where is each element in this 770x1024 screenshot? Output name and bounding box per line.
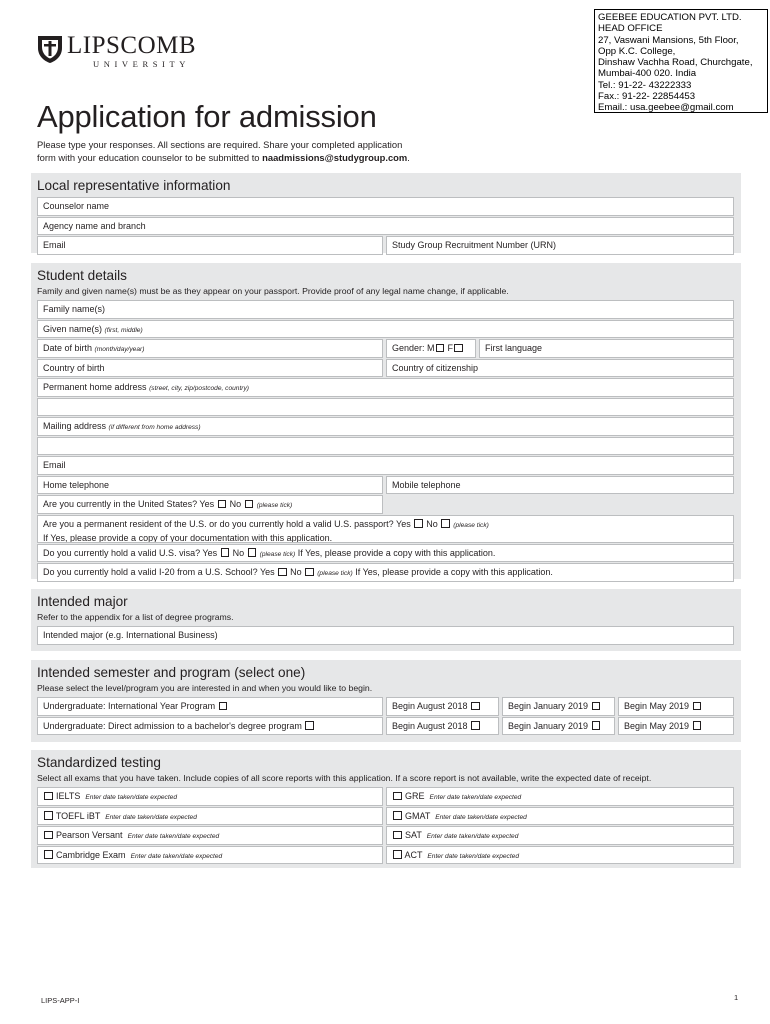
i20-no-checkbox[interactable] bbox=[305, 568, 314, 577]
exam-label: ACT bbox=[404, 849, 423, 860]
exam-gre bbox=[386, 787, 734, 806]
given-name-field[interactable] bbox=[37, 320, 734, 339]
intended-semester-section bbox=[31, 660, 741, 742]
section-note: Select all exams that you have taken. Include copies of all score reports with this application. If a score report is not available, write the expected date of receipt. bbox=[37, 773, 652, 783]
home-address-hint: (street, city, zip/postcode, country) bbox=[149, 385, 249, 392]
given-name-hint: (first, middle) bbox=[104, 326, 143, 334]
term-label: Begin August 2018 bbox=[392, 720, 468, 731]
intro-line-2-text: form with your education counselor to be submitted to bbox=[37, 151, 263, 163]
mailing-address-line-2[interactable] bbox=[37, 437, 734, 456]
office-line: GEEBEE EDUCATION PVT. LTD. bbox=[598, 12, 742, 23]
form-code: LIPS-APP-I bbox=[41, 996, 80, 1005]
mobile-telephone-field[interactable]: Mobile telephone bbox=[386, 476, 734, 495]
intro-text bbox=[37, 139, 457, 165]
country-of-birth-field[interactable]: Country of birth bbox=[37, 359, 383, 378]
visa-yes-checkbox[interactable] bbox=[221, 548, 230, 557]
section-note: Refer to the appendix for a list of degree programs. bbox=[37, 612, 234, 622]
exam-date-hint[interactable]: Enter date taken/date expected bbox=[85, 794, 178, 801]
resident-text: Are you a permanent resident of the U.S. or do you currently hold a valid U.S. passport? Yes bbox=[43, 518, 411, 529]
section-heading: Standardized testing bbox=[37, 755, 161, 770]
exam-pearson bbox=[37, 826, 383, 845]
exam-label: GRE bbox=[405, 791, 425, 801]
office-line: Opp K.C. College, bbox=[598, 45, 676, 57]
student-email-field[interactable]: Email bbox=[37, 456, 734, 475]
tick-hint: (please tick) bbox=[259, 550, 296, 558]
resident-no-checkbox[interactable] bbox=[441, 519, 450, 528]
exam-checkbox[interactable] bbox=[393, 831, 402, 840]
no-label: No bbox=[426, 518, 438, 529]
exam-label: Cambridge Exam bbox=[56, 849, 126, 860]
exam-gmat bbox=[386, 807, 734, 826]
exam-ielts bbox=[37, 787, 383, 806]
office-line: HEAD OFFICE bbox=[598, 23, 663, 35]
intro-line-1: Please type your responses. All sections are required. Share your completed application bbox=[37, 139, 403, 150]
exam-label: Pearson Versant bbox=[56, 830, 123, 840]
home-address-field[interactable] bbox=[37, 378, 734, 397]
office-line: Dinshaw Vachha Road, Churchgate, bbox=[598, 57, 753, 69]
office-line: Fax.: 91-22- 22854453 bbox=[598, 91, 696, 103]
mailing-address-hint: (if different from home address) bbox=[108, 424, 201, 431]
office-line: Mumbai-400 020. India bbox=[598, 68, 697, 80]
program-international-year bbox=[37, 697, 383, 716]
visa-text: Do you currently hold a valid U.S. visa? Yes bbox=[43, 547, 218, 558]
exam-label: SAT bbox=[405, 830, 422, 840]
no-label: No bbox=[229, 499, 242, 509]
program-label: Undergraduate: International Year Program bbox=[43, 701, 216, 711]
home-address-label: Permanent home address bbox=[43, 382, 147, 392]
counselor-name-field[interactable]: Counselor name bbox=[37, 197, 734, 216]
logo-subtitle: UNIVERSITY bbox=[93, 59, 190, 69]
exam-date-hint[interactable]: Enter date taken/date expected bbox=[426, 833, 519, 840]
program-checkbox[interactable] bbox=[219, 702, 228, 711]
term-label: Begin May 2019 bbox=[624, 720, 690, 731]
program-label: Undergraduate: Direct admission to a bachelor's degree program bbox=[43, 720, 302, 731]
urn-field[interactable]: Study Group Recruitment Number (URN) bbox=[386, 236, 734, 255]
office-line: Tel.: 91-22- 43222333 bbox=[598, 79, 692, 91]
section-heading: Intended major bbox=[37, 594, 128, 609]
in-us-question bbox=[37, 495, 383, 514]
exam-label: GMAT bbox=[405, 810, 431, 821]
exam-cambridge bbox=[37, 846, 383, 865]
dob-field[interactable] bbox=[37, 339, 383, 358]
term-option bbox=[502, 717, 615, 736]
gender-f-label: F bbox=[447, 343, 454, 353]
resident-question-line bbox=[43, 518, 728, 532]
permanent-resident-question bbox=[37, 515, 734, 543]
section-note: Family and given name(s) must be as they appear on your passport. Provide proof of any legal name change, if applicable. bbox=[37, 286, 509, 296]
shield-icon bbox=[37, 34, 63, 64]
exam-checkbox[interactable] bbox=[44, 831, 53, 840]
i20-text: Do you currently hold a valid I-20 from a U.S. School? Yes bbox=[43, 567, 275, 577]
program-direct-admission bbox=[37, 717, 383, 736]
home-address-line-2[interactable] bbox=[37, 398, 734, 417]
term-label: Begin August 2018 bbox=[392, 701, 468, 711]
no-label: No bbox=[290, 567, 302, 577]
visa-question bbox=[37, 544, 734, 563]
logo-name: LIPSCOMB bbox=[67, 32, 197, 59]
mailing-address-field[interactable] bbox=[37, 417, 734, 436]
term-checkbox[interactable] bbox=[592, 721, 601, 730]
tick-hint: (please tick) bbox=[256, 502, 293, 509]
term-option bbox=[386, 697, 499, 716]
dob-label: Date of birth bbox=[43, 343, 93, 353]
submission-email: naadmissions@studygroup.com bbox=[262, 151, 408, 163]
family-name-field[interactable]: Family name(s) bbox=[37, 300, 734, 319]
mailing-address-label: Mailing address bbox=[43, 421, 107, 431]
exam-checkbox[interactable] bbox=[393, 811, 402, 820]
term-label: Begin May 2019 bbox=[624, 701, 690, 711]
in-us-text: Are you currently in the United States? Yes bbox=[43, 499, 215, 509]
i20-yes-checkbox[interactable] bbox=[278, 568, 287, 577]
office-line: Email.: usa.geebee@gmail.com bbox=[598, 102, 734, 114]
i20-instruction: If Yes, please provide a copy with this application. bbox=[355, 567, 553, 577]
intro-line-2 bbox=[37, 152, 457, 165]
intro-period: . bbox=[407, 151, 410, 163]
lipscomb-logo bbox=[37, 34, 196, 69]
term-checkbox[interactable] bbox=[693, 702, 702, 711]
exam-checkbox[interactable] bbox=[44, 850, 53, 859]
term-checkbox[interactable] bbox=[592, 702, 601, 711]
resident-instruction: If Yes, please provide a copy of your documentation with this application. bbox=[43, 532, 333, 543]
exam-date-hint[interactable]: Enter date taken/date expected bbox=[127, 833, 220, 840]
visa-no-checkbox[interactable] bbox=[248, 548, 257, 557]
gender-m-checkbox[interactable] bbox=[436, 344, 445, 353]
exam-act bbox=[386, 846, 734, 865]
exam-sat bbox=[386, 826, 734, 845]
rep-email-field[interactable]: Email bbox=[37, 236, 383, 255]
no-label: No bbox=[232, 547, 245, 558]
first-language-field[interactable]: First language bbox=[479, 339, 734, 358]
given-name-label: Given name(s) bbox=[43, 323, 103, 334]
page-number: 1 bbox=[734, 993, 739, 1002]
resident-yes-checkbox[interactable] bbox=[414, 519, 423, 528]
term-option bbox=[618, 697, 734, 716]
gender-label: Gender: M bbox=[392, 343, 435, 353]
intended-major-section bbox=[31, 589, 741, 651]
agency-name-field[interactable]: Agency name and branch bbox=[37, 217, 734, 236]
gender-field bbox=[386, 339, 476, 358]
term-checkbox[interactable] bbox=[471, 721, 480, 730]
tick-hint: (please tick) bbox=[453, 521, 489, 529]
student-details-section bbox=[31, 263, 741, 579]
exam-date-hint[interactable]: Enter date taken/date expected bbox=[130, 852, 223, 860]
section-note: Please select the level/program you are interested in and when you would like to begin. bbox=[37, 683, 373, 693]
term-option bbox=[502, 697, 615, 716]
citizenship-field[interactable]: Country of citizenship bbox=[386, 359, 734, 378]
exam-date-hint[interactable]: Enter date taken/date expected bbox=[429, 794, 522, 801]
i20-question bbox=[37, 563, 734, 582]
section-heading: Local representative information bbox=[37, 178, 231, 193]
in-us-yes-checkbox[interactable] bbox=[218, 500, 227, 509]
program-checkbox[interactable] bbox=[305, 721, 314, 730]
exam-checkbox[interactable] bbox=[393, 850, 402, 859]
term-option bbox=[618, 717, 734, 736]
exam-toefl bbox=[37, 807, 383, 826]
intended-major-field[interactable]: Intended major (e.g. International Business) bbox=[37, 626, 734, 645]
term-option bbox=[386, 717, 499, 736]
tick-hint: (please tick) bbox=[317, 570, 353, 577]
page-title: Application for admission bbox=[37, 99, 377, 134]
office-line: 27, Vaswani Mansions, 5th Floor, bbox=[598, 34, 739, 46]
office-address-box bbox=[594, 9, 768, 113]
gender-f-checkbox[interactable] bbox=[454, 344, 463, 353]
term-checkbox[interactable] bbox=[471, 702, 480, 711]
term-checkbox[interactable] bbox=[693, 721, 702, 730]
exam-checkbox[interactable] bbox=[44, 811, 53, 820]
in-us-no-checkbox[interactable] bbox=[245, 500, 254, 509]
exam-label: TOEFL iBT bbox=[55, 810, 101, 821]
exam-date-hint[interactable]: Enter date taken/date expected bbox=[427, 852, 520, 860]
local-representative-section bbox=[31, 173, 741, 253]
exam-checkbox[interactable] bbox=[44, 792, 53, 801]
home-telephone-field[interactable]: Home telephone bbox=[37, 476, 383, 495]
section-heading: Intended semester and program (select one) bbox=[37, 665, 306, 680]
visa-instruction: If Yes, please provide a copy with this application. bbox=[297, 547, 496, 558]
standardized-testing-section bbox=[31, 750, 741, 868]
exam-date-hint[interactable]: Enter date taken/date expected bbox=[435, 813, 527, 821]
exam-date-hint[interactable]: Enter date taken/date expected bbox=[105, 813, 197, 821]
section-heading: Student details bbox=[37, 268, 127, 283]
term-label: Begin January 2019 bbox=[508, 701, 589, 711]
dob-hint: (month/day/year) bbox=[94, 346, 145, 353]
exam-label: IELTS bbox=[56, 791, 81, 801]
term-label: Begin January 2019 bbox=[508, 720, 589, 731]
exam-checkbox[interactable] bbox=[393, 792, 402, 801]
